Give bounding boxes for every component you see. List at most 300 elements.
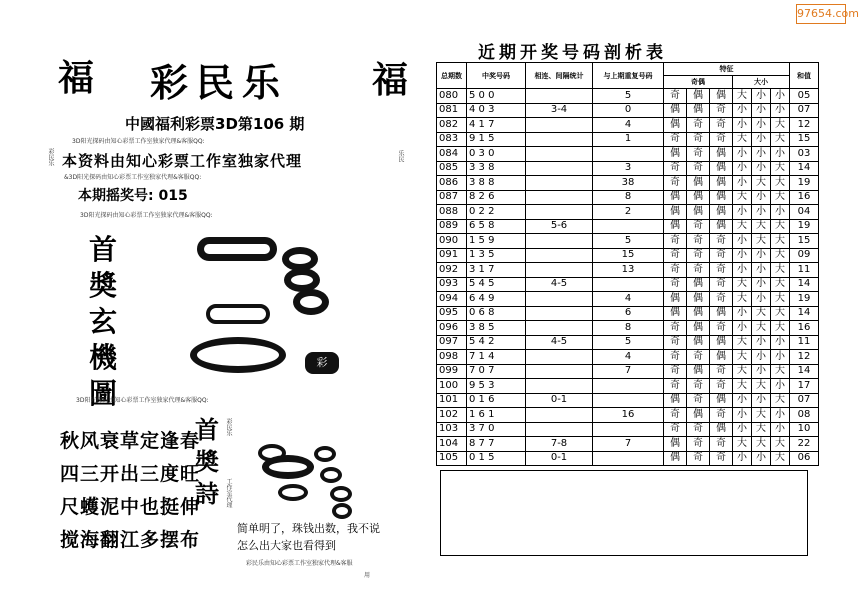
cell-sum: 14: [790, 306, 819, 321]
cell-span: 7-8: [526, 437, 593, 452]
vertical-char: 機: [88, 341, 117, 374]
table-row: [437, 219, 819, 234]
cell-oddeven: 奇: [687, 219, 710, 234]
coin-shape-bar: [206, 304, 270, 324]
cell-repeat: [593, 422, 664, 437]
cell-span: [526, 248, 593, 263]
cell-bigsmall: 大: [733, 190, 752, 205]
cell-span: 3-4: [526, 103, 593, 118]
cell-number: 7 0 7: [467, 364, 526, 379]
header-number: 中奖号码: [467, 63, 526, 89]
cell-oddeven: 奇: [687, 393, 710, 408]
coin-shape: [314, 446, 336, 462]
cell-sum: 09: [790, 248, 819, 263]
cell-bigsmall: 大: [771, 393, 790, 408]
cell-bigsmall: 小: [752, 263, 771, 278]
cell-oddeven: 偶: [664, 292, 687, 307]
cell-oddeven: 偶: [687, 364, 710, 379]
cell-span: [526, 132, 593, 147]
table-row: [437, 176, 819, 191]
cell-oddeven: 偶: [687, 408, 710, 423]
cell-oddeven: 偶: [710, 176, 733, 191]
cell-repeat: 5: [593, 335, 664, 350]
cell-bigsmall: 大: [752, 422, 771, 437]
cell-bigsmall: 小: [733, 393, 752, 408]
table-row: [437, 277, 819, 292]
cell-bigsmall: 大: [733, 219, 752, 234]
cell-oddeven: 偶: [687, 277, 710, 292]
draw-number: 本期摇奖号: 015: [78, 188, 188, 204]
cell-sum: 11: [790, 263, 819, 278]
cell-period: 085: [437, 161, 467, 176]
cell-bigsmall: 大: [752, 234, 771, 249]
table-row: [437, 393, 819, 408]
coin-shape: [332, 503, 352, 519]
cell-bigsmall: 小: [733, 263, 752, 278]
cell-oddeven: 奇: [664, 263, 687, 278]
cell-span: [526, 306, 593, 321]
cell-oddeven: 奇: [710, 248, 733, 263]
cell-bigsmall: 大: [733, 350, 752, 365]
cell-number: 1 5 9: [467, 234, 526, 249]
cell-bigsmall: 大: [733, 335, 752, 350]
cell-bigsmall: 小: [752, 147, 771, 162]
cell-sum: 19: [790, 176, 819, 191]
cell-repeat: 4: [593, 118, 664, 133]
cell-number: 4 1 7: [467, 118, 526, 133]
cell-bigsmall: 小: [733, 147, 752, 162]
cell-sum: 16: [790, 321, 819, 336]
cell-number: 0 3 0: [467, 147, 526, 162]
cell-period: 090: [437, 234, 467, 249]
cell-oddeven: 奇: [710, 234, 733, 249]
vertical-char: 奬: [195, 447, 219, 476]
cell-oddeven: 奇: [687, 263, 710, 278]
table-row: [437, 292, 819, 307]
cell-oddeven: 偶: [664, 190, 687, 205]
cell-sum: 12: [790, 118, 819, 133]
cell-bigsmall: 小: [771, 408, 790, 423]
table-row: [437, 161, 819, 176]
table-row: [437, 321, 819, 336]
cell-oddeven: 奇: [664, 176, 687, 191]
cell-oddeven: 奇: [664, 132, 687, 147]
cell-sum: 11: [790, 335, 819, 350]
cell-oddeven: 奇: [710, 103, 733, 118]
cell-repeat: [593, 393, 664, 408]
coin-shape-bar: [197, 237, 277, 261]
cell-oddeven: 奇: [687, 437, 710, 452]
notes-box: [440, 470, 808, 556]
cell-bigsmall: 小: [771, 147, 790, 162]
cell-number: 0 1 6: [467, 393, 526, 408]
cell-period: 087: [437, 190, 467, 205]
cell-oddeven: 奇: [710, 292, 733, 307]
cell-oddeven: 偶: [710, 190, 733, 205]
cell-period: 082: [437, 118, 467, 133]
coin-shape: [262, 455, 314, 479]
cell-sum: 08: [790, 408, 819, 423]
cell-period: 103: [437, 422, 467, 437]
cell-oddeven: 偶: [710, 161, 733, 176]
cell-oddeven: 偶: [664, 437, 687, 452]
cell-bigsmall: 大: [752, 219, 771, 234]
table-row: [437, 263, 819, 278]
cell-oddeven: 奇: [664, 321, 687, 336]
cell-oddeven: 奇: [710, 118, 733, 133]
cell-period: 102: [437, 408, 467, 423]
cell-bigsmall: 大: [752, 408, 771, 423]
vertical-title-mystery-chart: [86, 232, 120, 412]
cell-span: 4-5: [526, 277, 593, 292]
table-row: [437, 205, 819, 220]
cell-span: 0-1: [526, 451, 593, 466]
cell-period: 091: [437, 248, 467, 263]
cell-period: 105: [437, 451, 467, 466]
cell-repeat: 0: [593, 103, 664, 118]
cell-span: [526, 89, 593, 104]
cell-sum: 06: [790, 451, 819, 466]
cell-bigsmall: 大: [771, 219, 790, 234]
cell-oddeven: 偶: [687, 335, 710, 350]
notice-line-4: 3D阳光探码由知心彩票工作室独家代理&客服QQ:: [76, 397, 209, 404]
cell-repeat: 5: [593, 234, 664, 249]
cell-oddeven: 奇: [710, 132, 733, 147]
cell-number: 3 1 7: [467, 263, 526, 278]
cell-sum: 14: [790, 277, 819, 292]
cell-bigsmall: 大: [752, 306, 771, 321]
cell-number: 9 5 3: [467, 379, 526, 394]
cell-repeat: 3: [593, 161, 664, 176]
cell-oddeven: 偶: [664, 103, 687, 118]
header-sum: 和值: [790, 63, 819, 89]
fu-character-left: 福: [58, 57, 95, 99]
seal-stamp: 彩: [305, 352, 339, 374]
cell-span: [526, 263, 593, 278]
header-bigsmall: 大小: [733, 76, 790, 89]
cell-oddeven: 偶: [687, 176, 710, 191]
cell-sum: 05: [790, 89, 819, 104]
cell-oddeven: 奇: [687, 451, 710, 466]
table-row: [437, 335, 819, 350]
cell-sum: 07: [790, 393, 819, 408]
cell-span: [526, 147, 593, 162]
cell-oddeven: 奇: [664, 234, 687, 249]
cell-oddeven: 偶: [687, 205, 710, 220]
cell-oddeven: 奇: [710, 263, 733, 278]
cell-bigsmall: 小: [752, 364, 771, 379]
vertical-char: 圖: [88, 377, 117, 410]
cell-span: [526, 190, 593, 205]
cell-bigsmall: 大: [733, 292, 752, 307]
cell-oddeven: 奇: [687, 379, 710, 394]
cell-bigsmall: 大: [771, 306, 790, 321]
cell-oddeven: 奇: [664, 350, 687, 365]
cell-bigsmall: 小: [752, 161, 771, 176]
cell-period: 096: [437, 321, 467, 336]
cell-bigsmall: 小: [733, 161, 752, 176]
cell-number: 3 7 0: [467, 422, 526, 437]
vertical-note-2: 工作室代理: [225, 478, 232, 508]
cell-number: 8 2 6: [467, 190, 526, 205]
cell-repeat: 7: [593, 364, 664, 379]
table-row: [437, 132, 819, 147]
cell-bigsmall: 小: [733, 321, 752, 336]
table-row: [437, 350, 819, 365]
coin-shape: [320, 467, 342, 483]
cell-oddeven: 偶: [687, 306, 710, 321]
cell-bigsmall: 大: [733, 364, 752, 379]
notice-line-3: 3D阳光探码由知心彩票工作室独家代理&客服QQ:: [80, 212, 213, 219]
cell-oddeven: 偶: [664, 147, 687, 162]
cell-bigsmall: 小: [733, 234, 752, 249]
riddle-text: [237, 520, 380, 554]
table-row: [437, 422, 819, 437]
cell-oddeven: 奇: [664, 277, 687, 292]
table-row: [437, 379, 819, 394]
cell-bigsmall: 小: [752, 89, 771, 104]
table-row: [437, 306, 819, 321]
cell-number: 1 6 1: [467, 408, 526, 423]
cell-number: 5 4 5: [467, 277, 526, 292]
cell-oddeven: 偶: [687, 321, 710, 336]
cell-oddeven: 奇: [664, 422, 687, 437]
cell-span: 4-5: [526, 335, 593, 350]
cell-bigsmall: 大: [771, 118, 790, 133]
cell-repeat: 13: [593, 263, 664, 278]
draw-analysis-table: [436, 62, 819, 466]
cell-span: [526, 161, 593, 176]
cell-period: 084: [437, 147, 467, 162]
cell-oddeven: 奇: [687, 132, 710, 147]
cell-bigsmall: 小: [733, 306, 752, 321]
riddle-footer: 彩民乐由知心彩票工作室独家代理&客服: [246, 560, 353, 567]
cell-sum: 16: [790, 190, 819, 205]
side-label-right: 乐民: [397, 150, 404, 162]
cell-span: [526, 350, 593, 365]
cell-repeat: 2: [593, 205, 664, 220]
cell-oddeven: 奇: [664, 335, 687, 350]
cell-period: 098: [437, 350, 467, 365]
cell-period: 088: [437, 205, 467, 220]
cell-bigsmall: 大: [771, 248, 790, 263]
cell-period: 083: [437, 132, 467, 147]
cell-bigsmall: 大: [771, 451, 790, 466]
cell-period: 093: [437, 277, 467, 292]
cell-repeat: 7: [593, 437, 664, 452]
cell-period: 089: [437, 219, 467, 234]
cell-span: [526, 234, 593, 249]
cell-bigsmall: 大: [752, 379, 771, 394]
cell-oddeven: 偶: [664, 219, 687, 234]
cell-sum: 14: [790, 161, 819, 176]
table-row: [437, 190, 819, 205]
cell-oddeven: 偶: [710, 306, 733, 321]
cell-span: [526, 118, 593, 133]
poem-line-2: 四三开出三度旺: [60, 463, 201, 485]
cell-oddeven: 奇: [664, 89, 687, 104]
cell-number: 6 5 8: [467, 219, 526, 234]
cell-number: 5 4 2: [467, 335, 526, 350]
cell-number: 3 8 8: [467, 176, 526, 191]
cell-bigsmall: 大: [771, 364, 790, 379]
coin-shape: [278, 484, 308, 501]
cell-number: 3 8 5: [467, 321, 526, 336]
cell-oddeven: 偶: [710, 335, 733, 350]
cell-bigsmall: 大: [771, 234, 790, 249]
cell-bigsmall: 大: [771, 292, 790, 307]
cell-oddeven: 偶: [664, 451, 687, 466]
cell-bigsmall: 大: [733, 277, 752, 292]
cell-span: 0-1: [526, 393, 593, 408]
cell-bigsmall: 小: [733, 205, 752, 220]
vertical-char: 首: [195, 415, 219, 444]
cell-bigsmall: 大: [733, 437, 752, 452]
table-row: [437, 234, 819, 249]
page-mark: 用: [364, 572, 371, 579]
cell-oddeven: 奇: [687, 248, 710, 263]
cell-number: 9 1 5: [467, 132, 526, 147]
cell-bigsmall: 大: [752, 176, 771, 191]
cell-oddeven: 偶: [710, 393, 733, 408]
cell-repeat: 16: [593, 408, 664, 423]
cell-oddeven: 奇: [710, 437, 733, 452]
cell-bigsmall: 大: [733, 132, 752, 147]
cell-bigsmall: 小: [752, 190, 771, 205]
cell-number: 8 7 7: [467, 437, 526, 452]
cell-bigsmall: 大: [733, 89, 752, 104]
cell-repeat: [593, 379, 664, 394]
cell-oddeven: 偶: [664, 306, 687, 321]
cell-oddeven: 偶: [710, 350, 733, 365]
cell-sum: 15: [790, 234, 819, 249]
cell-bigsmall: 小: [752, 292, 771, 307]
cell-span: [526, 379, 593, 394]
cell-period: 092: [437, 263, 467, 278]
cell-oddeven: 偶: [664, 393, 687, 408]
cell-bigsmall: 小: [733, 248, 752, 263]
cell-repeat: 38: [593, 176, 664, 191]
cell-oddeven: 奇: [664, 248, 687, 263]
cell-oddeven: 偶: [687, 292, 710, 307]
table-row: [437, 89, 819, 104]
header-repeat: 与上期重复号码: [593, 63, 664, 89]
cell-bigsmall: 大: [771, 321, 790, 336]
coin-shape: [330, 486, 352, 502]
cell-span: [526, 205, 593, 220]
cell-repeat: 4: [593, 292, 664, 307]
table-body: [437, 89, 819, 466]
cell-period: 080: [437, 89, 467, 104]
cell-span: [526, 364, 593, 379]
cell-period: 100: [437, 379, 467, 394]
table-row: [437, 248, 819, 263]
vertical-char: 詩: [195, 479, 219, 508]
cell-period: 086: [437, 176, 467, 191]
cell-bigsmall: 小: [733, 451, 752, 466]
cell-bigsmall: 小: [733, 422, 752, 437]
cell-repeat: 8: [593, 321, 664, 336]
table-row: [437, 103, 819, 118]
coin-shape: [293, 289, 329, 315]
fu-character-right: 福: [372, 59, 409, 101]
cell-oddeven: 奇: [710, 277, 733, 292]
cell-repeat: 1: [593, 132, 664, 147]
cell-bigsmall: 大: [771, 437, 790, 452]
cell-bigsmall: 小: [752, 248, 771, 263]
cell-bigsmall: 小: [771, 89, 790, 104]
cell-span: 5-6: [526, 219, 593, 234]
cell-oddeven: 偶: [710, 422, 733, 437]
cell-number: 4 0 3: [467, 103, 526, 118]
cell-oddeven: 偶: [710, 147, 733, 162]
cell-repeat: [593, 277, 664, 292]
cell-oddeven: 奇: [710, 379, 733, 394]
cell-oddeven: 奇: [664, 364, 687, 379]
cell-bigsmall: 大: [733, 379, 752, 394]
vertical-title-poem: [190, 414, 224, 510]
table-row: [437, 147, 819, 162]
cell-period: 081: [437, 103, 467, 118]
cell-bigsmall: 大: [771, 190, 790, 205]
poem-line-3: 尺蠖泥中也挺伸: [60, 496, 201, 518]
cell-span: [526, 292, 593, 307]
slogan: 本资料由知心彩票工作室独家代理: [62, 152, 303, 170]
cell-sum: 15: [790, 132, 819, 147]
vertical-note-1: 彩民乐: [225, 418, 232, 436]
cell-sum: 22: [790, 437, 819, 452]
table-row: [437, 437, 819, 452]
cell-sum: 07: [790, 103, 819, 118]
cell-period: 101: [437, 393, 467, 408]
cell-sum: 03: [790, 147, 819, 162]
cell-oddeven: 奇: [710, 408, 733, 423]
cell-bigsmall: 小: [752, 335, 771, 350]
cell-repeat: 4: [593, 350, 664, 365]
brand-title: 彩民乐: [150, 60, 289, 105]
table-title: 近期开奖号码剖析表: [478, 43, 667, 63]
poem-line-1: 秋风衰草定逢春: [60, 430, 201, 452]
table-row: [437, 451, 819, 466]
cell-bigsmall: 小: [771, 379, 790, 394]
cell-bigsmall: 小: [771, 205, 790, 220]
cell-oddeven: 奇: [710, 451, 733, 466]
issue-line: 中國福利彩票3D第106 期: [125, 115, 305, 133]
cell-bigsmall: 大: [771, 263, 790, 278]
header-oddeven: 奇偶: [664, 76, 733, 89]
cell-bigsmall: 小: [752, 103, 771, 118]
cell-span: [526, 408, 593, 423]
cell-bigsmall: 大: [771, 277, 790, 292]
cell-oddeven: 奇: [687, 350, 710, 365]
header-span: 相连、间隔统计: [526, 63, 593, 89]
cell-repeat: [593, 219, 664, 234]
cell-oddeven: 奇: [687, 422, 710, 437]
cell-bigsmall: 大: [771, 132, 790, 147]
cell-bigsmall: 大: [752, 437, 771, 452]
cell-number: 3 3 8: [467, 161, 526, 176]
cell-number: 0 6 8: [467, 306, 526, 321]
cell-oddeven: 奇: [687, 161, 710, 176]
cell-oddeven: 奇: [687, 147, 710, 162]
cell-bigsmall: 大: [752, 321, 771, 336]
cell-repeat: [593, 451, 664, 466]
cell-period: 094: [437, 292, 467, 307]
cell-sum: 17: [790, 379, 819, 394]
cell-sum: 04: [790, 205, 819, 220]
riddle-line-2: 怎么出大家也看得到: [237, 539, 336, 552]
side-label-left: 彩民乐: [47, 148, 54, 166]
